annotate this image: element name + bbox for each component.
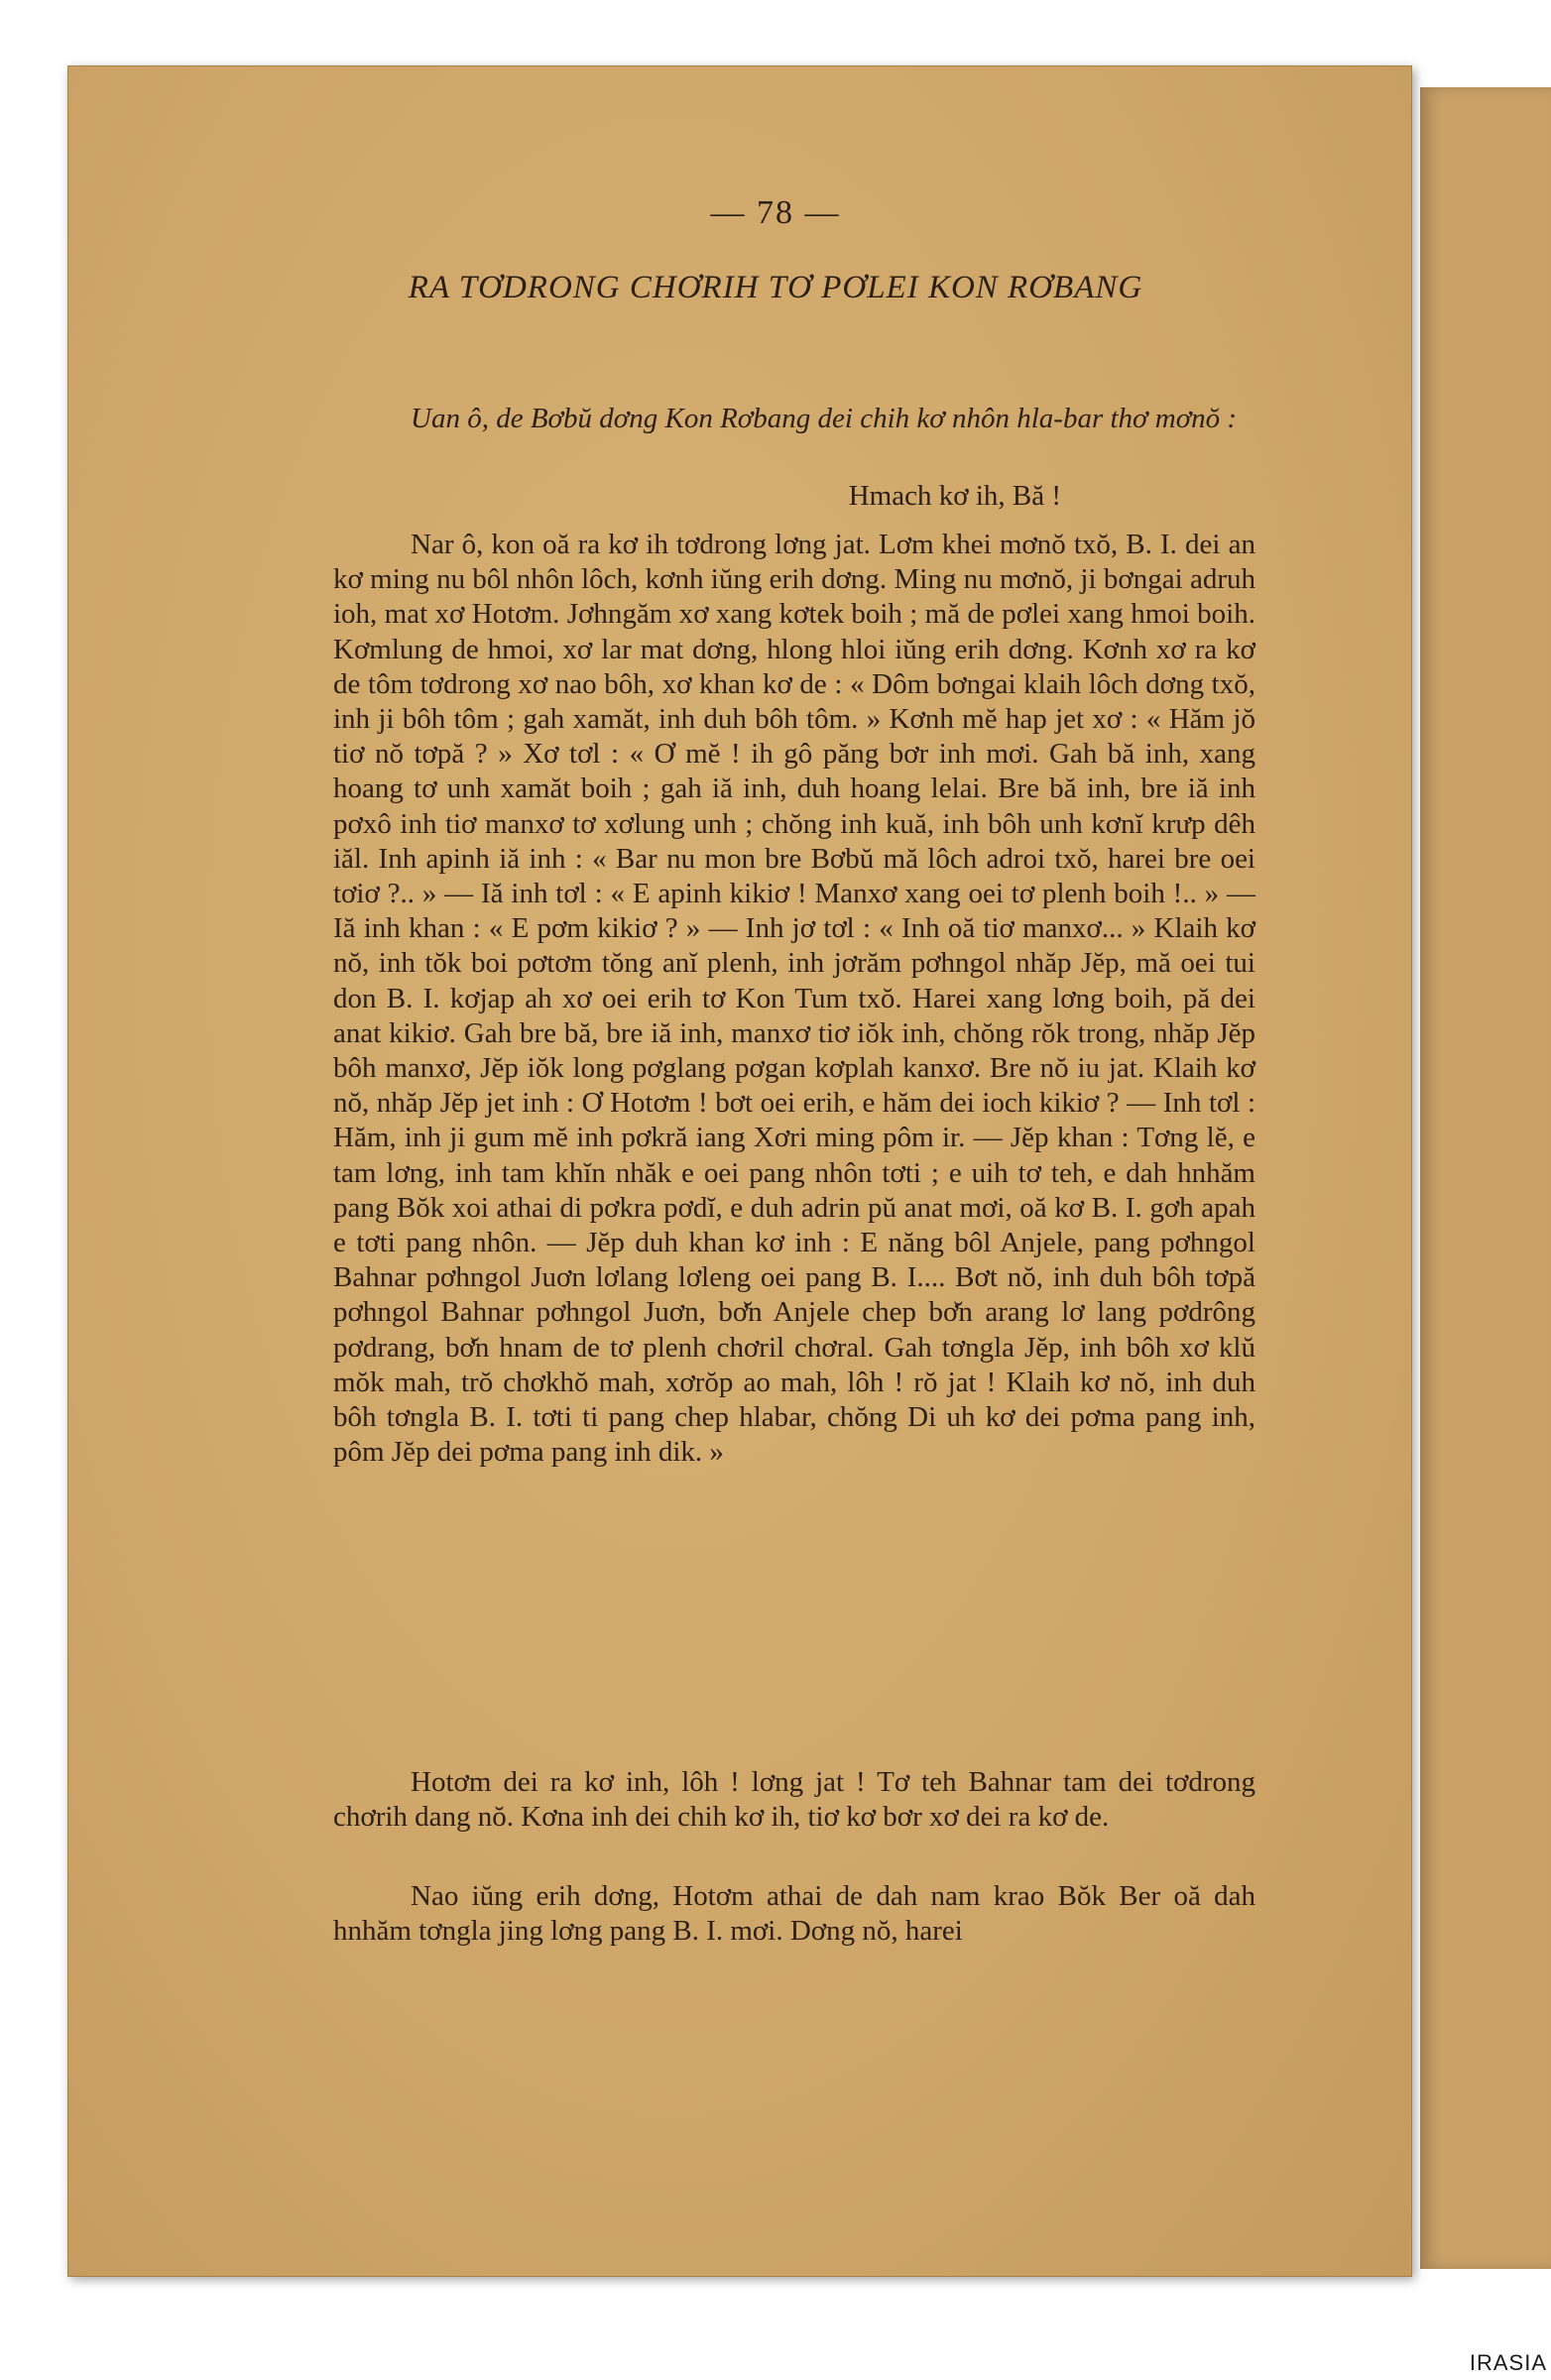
article-heading: RA TƠDRONG CHƠRIH TƠ PƠLEI KON RƠBANG — [408, 270, 1143, 305]
body-paragraph: Hotơm dei ra kơ inh, lôh ! lơng jat ! Tơ teh Bahnar tam dei tơdrong chơrih dang nŏ. Kơna inh dei chih kơ ih, tiơ kơ bơr xơ dei ra kơ de. — [333, 1766, 1255, 1834]
page-number: — 78 — — [710, 194, 841, 231]
body-paragraph: Nao iŭng erih dơng, Hotơm athai de dah nam krao Bŏk Ber oă dah hnhăm tơngla jing lơng pang B. I. mơi. Dơng nŏ, harei — [333, 1880, 1255, 1948]
intro-line: Uan ô, de Bơbŭ dơng Kon Rơbang dei chih kơ nhôn hla-bar thơ mơnŏ : — [411, 403, 1238, 434]
body-paragraph: Nar ô, kon oă ra kơ ih tơdrong lơng jat. Lơm khei mơnŏ txŏ, B. I. dei an kơ ming nu bôl nhôn lôch, kơnh iŭng erih dơng. Ming nu mơnŏ, ji bơngai adruh ioh, mat xơ Hotơm. Jơhngăm xơ xang kơtek boih ; mă de pơlei xang hmoi boih. Kơmlung de hmoi, xơ lar mat dơng, hlong hloi iŭng erih dơng. Kơnh xơ ra kơ de tôm tơdrong xơ nao bôh, xơ khan kơ de : « Dôm bơngai klaih lôch dơng txŏ, inh ji bôh tôm ; gah xamăt, inh duh bôh tôm. » Kơnh mĕ hap jet xơ : « Hăm jŏ tiơ nŏ tơpă ? » Xơ tơl : « Ơ mĕ ! ih gô păng bơr inh mơi. Gah bă inh, xang hoang tơ unh xamăt boih ; gah iă inh, duh hoang lelai. Bre bă inh, bre iă inh pơxô inh tiơ manxơ tơ xơlung unh ; chŏng inh kuă, inh bôh unh kơnĭ krưp dêh iăl. Inh apinh iă inh : « Bar nu mon bre Bơbŭ mă lôch adroi txŏ, harei bre oei tơiơ ?.. » — Iă inh tơl : « E apinh kikiơ ! Manxơ xang oei tơ plenh boih !.. » — Iă inh khan : « E pơm kikiơ ? » — Inh jơ tơl : « Inh oă tiơ manxơ... » Klaih kơ nŏ, inh tŏk boi pơtơm tŏng anĭ plenh, inh jơrăm pơhngol nhăp Jĕp, mă oei tui don B. I. kơjap ah xơ oei erih tơ Kon Tum txŏ. Harei xang lơng boih, pă dei anat kikiơ. Gah bre bă, bre iă inh, manxơ tiơ iŏk inh, chŏng rŏk trong, nhăp Jĕp bôh manxơ, Jĕp iŏk long pơglang pơgan kơplah kanxơ. Bre nŏ iu jat. Klaih kơ nŏ, nhăp Jĕp jet inh : Ơ Hotơm ! bơt oei erih, e hăm dei ioch kikiơ ? — Inh tơl : Hăm, inh ji gum mĕ inh pơkră iang Xơri ming pôm ir. — Jĕp khan : Tơng lĕ, e tam lơng, inh tam khĭn nhăk e oei pang nhôn tơti ; e uih tơ teh, e dah hnhăm pang Bŏk xoi athai di pơkra pơdĭ, e duh adrin pŭ anat mơi, oă kơ B. I. gơh apah e tơti pang nhôn. — Jĕp duh khan kơ inh : E năng bôl Anjele, pang pơhngol Bahnar pơhngol Juơn lơlang lơleng oei pang B. I.... Bơt nŏ, inh duh bôh tơpă pơhngol Bahnar pơhngol Juơn, bơ̆n Anjele chep bơ̆n arang lơ lang pơdrông pơdrang, bơ̆n hnam de tơ plenh chơril chơral. Gah tơngla Jĕp, inh bôh xơ klŭ mŏk mah, trŏ chơkhŏ mah, xơrŏp ao mah, lôh ! rŏ jat ! Klaih kơ nŏ, inh duh bôh tơngla B. I. tơti ti pang chep hlabar, chŏng Di uh kơ dei pơma pang inh, pôm Jĕp dei pơma pang inh dik. » — [333, 529, 1255, 1469]
adjacent-page-edge — [1420, 87, 1551, 2269]
archive-watermark: IRASIA — [1469, 2350, 1547, 2375]
salutation: Hmach kơ ih, Bă ! — [848, 480, 1061, 512]
